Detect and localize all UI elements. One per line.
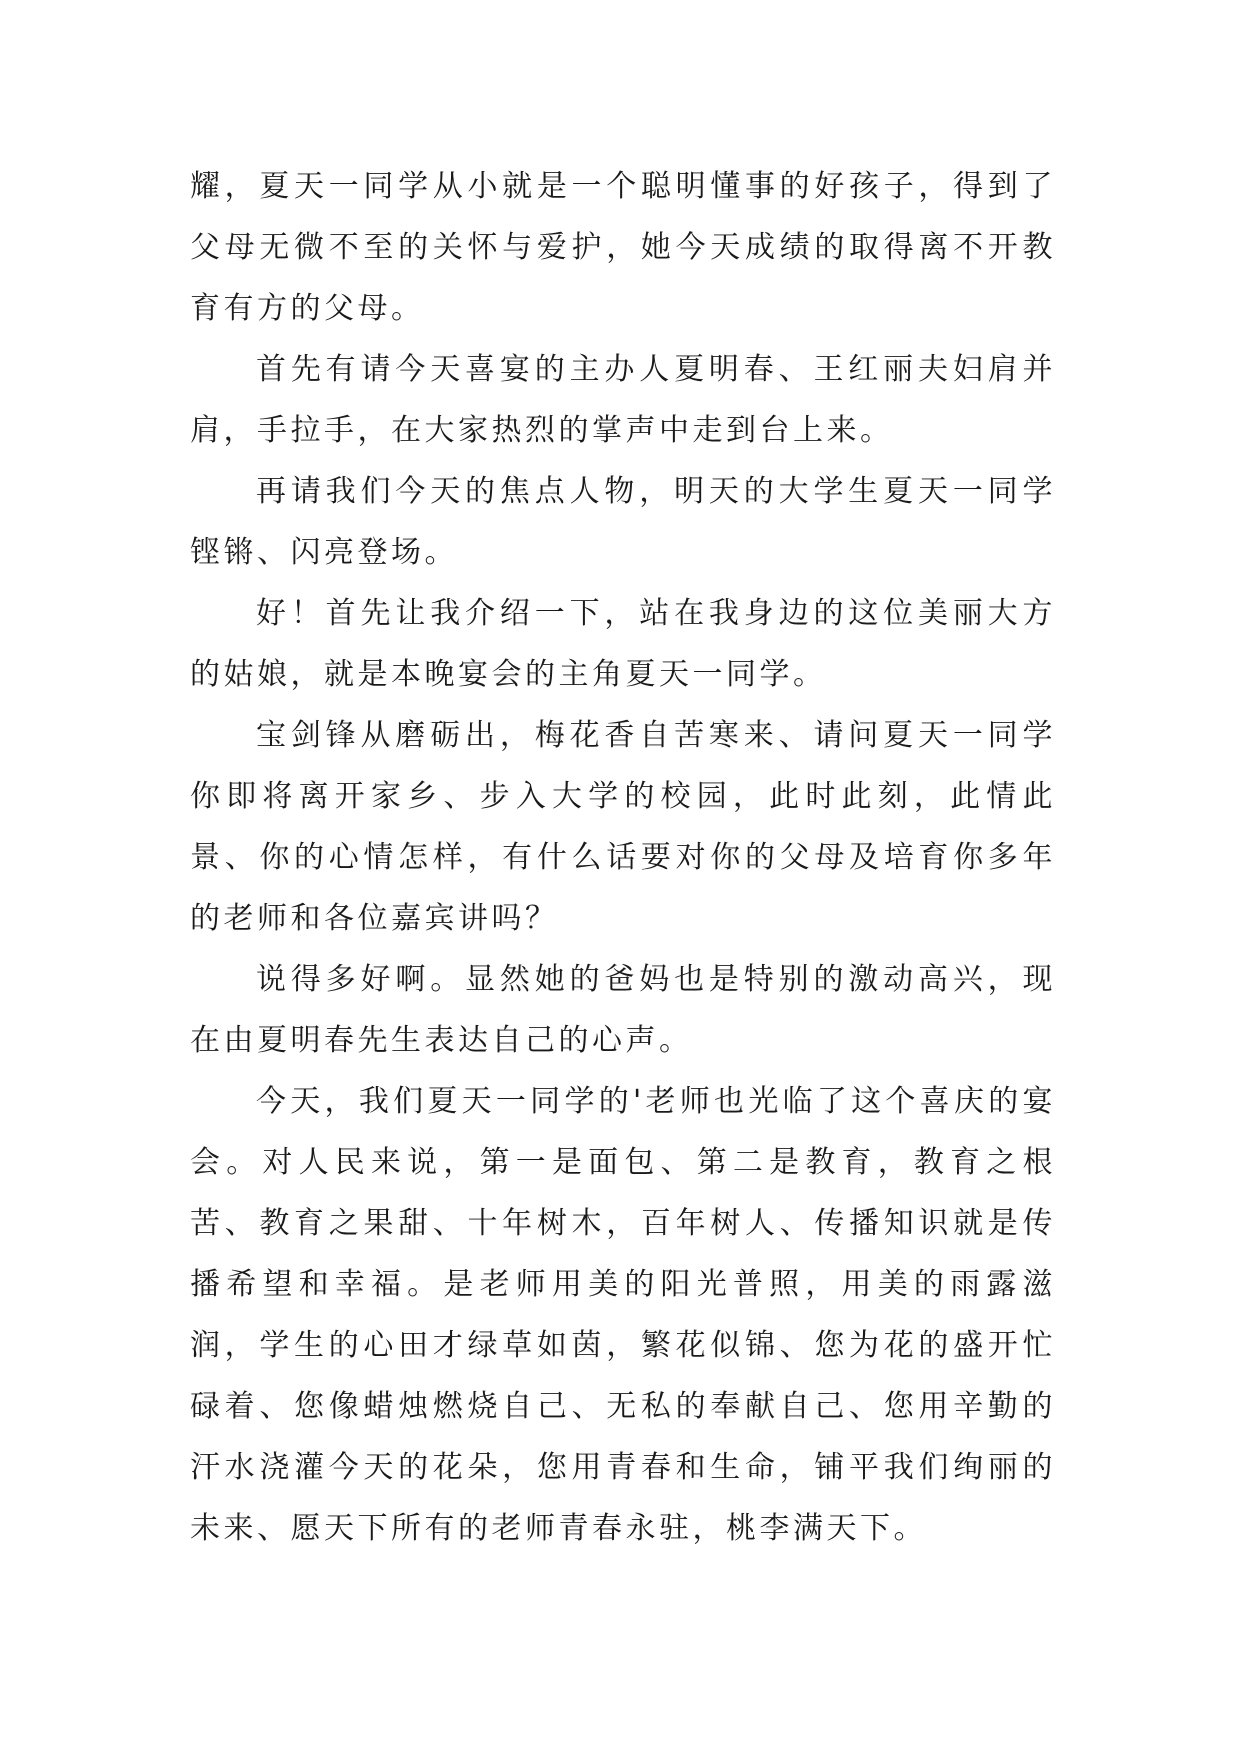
paragraph-7: 今天，我们夏天一同学的'老师也光临了这个喜庆的宴会。对人民来说，第一是面包、第二是教育，教育之根苦、教育之果甜、十年树木，百年树人、传播知识就是传播希望和幸福。是老师用美的阳光普照，用美的雨露滋润，学生的心田才绿草如茵，繁花似锦、您为花的盛开忙碌着、您像蜡烛燃烧自己、无私的奉献自己、您用辛勤的汗水浇灌今天的花朵，您用青春和生命，铺平我们绚丽的未来、愿天下所有的老师青春永驻，桃李满天下。 — [190, 1084, 1056, 1546]
paragraph-5: 宝剑锋从磨砺出，梅花香自苦寒来、请问夏天一同学你即将离开家乡、步入大学的校园，此时此刻，此情此景、你的心情怎样，有什么话要对你的父母及培育你多年的老师和各位嘉宾讲吗？ — [190, 718, 1056, 936]
paragraph-2: 首先有请今天喜宴的主办人夏明春、王红丽夫妇肩并肩，手拉手，在大家热烈的掌声中走到台上来。 — [190, 352, 1056, 448]
paragraph-1: 耀，夏天一同学从小就是一个聪明懂事的好孩子，得到了父母无微不至的关怀与爱护，她今天成绩的取得离不开教育有方的父母。 — [190, 169, 1056, 326]
paragraph-6: 说得多好啊。显然她的爸妈也是特别的激动高兴，现在由夏明春先生表达自己的心声。 — [190, 962, 1056, 1058]
paragraph-3: 再请我们今天的焦点人物，明天的大学生夏天一同学铿锵、闪亮登场。 — [190, 474, 1056, 570]
paragraph-4: 好！首先让我介绍一下，站在我身边的这位美丽大方的姑娘，就是本晚宴会的主角夏天一同学。 — [190, 596, 1056, 692]
document-body — [190, 156, 1056, 1559]
